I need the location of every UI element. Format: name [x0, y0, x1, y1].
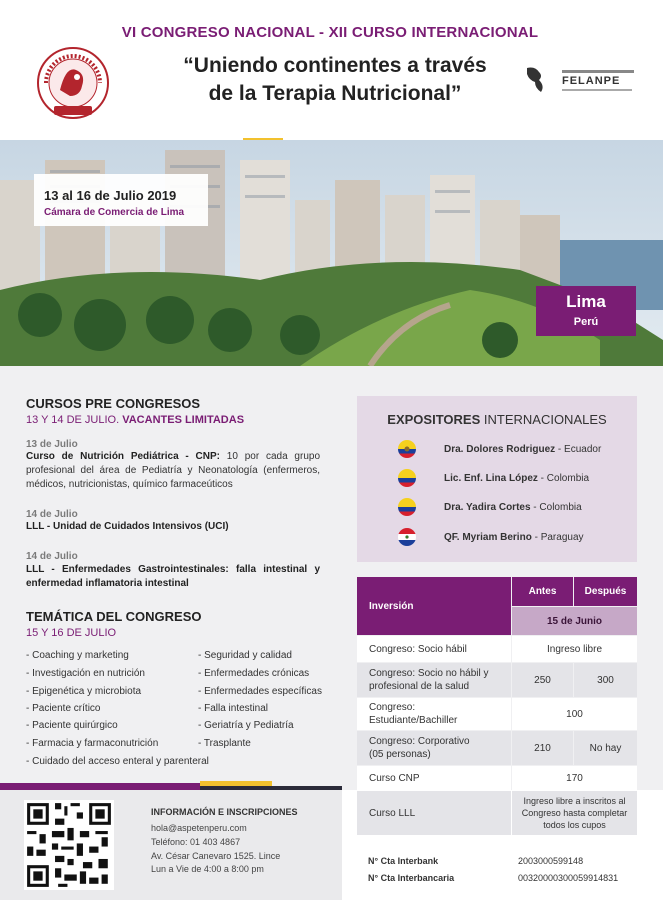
speakers-heading	[357, 412, 637, 427]
speaker-name: Lic. Enf. Lina López	[444, 473, 538, 484]
course-date: 14 de Julio	[26, 509, 78, 520]
pricing-row-value: 100	[512, 698, 637, 730]
pricing-row-before: 250	[512, 663, 573, 697]
topic-item: - Paciente crítico	[26, 703, 101, 714]
course-name: LLL - Unidad de Cuidados Intensivos (UCI)	[26, 521, 229, 532]
precourses-vacancy-note: VACANTES LIMITADAS	[122, 414, 245, 426]
pricing-row-value: Ingreso libre a inscritos al Congreso hasta completar todos los cupos	[512, 791, 637, 835]
topic-item: - Enfermedades específicas	[198, 686, 322, 697]
contact-email[interactable]: hola@aspetenperu.com	[151, 823, 247, 833]
precourses-dates: 13 Y 14 DE JULIO.	[26, 414, 120, 426]
contact-hours: Lun a Vie de 4:00 a 8:00 pm	[151, 864, 264, 874]
felanpe-subline-bar	[562, 89, 632, 91]
pricing-row-label: Congreso: Estudiante/Bachiller	[357, 698, 511, 730]
pricing-header-investment: Inversión	[357, 577, 511, 635]
pricing-row-label: Curso LLL	[357, 791, 511, 835]
speakers-heading-bold: EXPOSITORES	[387, 412, 481, 427]
speaker-country: Paraguay	[540, 532, 584, 543]
course-name: LLL - Enfermedades Gastrointestinales: falla intestinal y enfermedad inflamatoria intestinal	[26, 564, 320, 589]
felanpe-tagline-bar	[562, 70, 634, 73]
pricing-deadline: 15 de Junio	[512, 607, 637, 635]
speaker-name: Dra. Dolores Rodriguez	[444, 444, 556, 455]
qr-code-icon[interactable]	[24, 800, 114, 890]
pricing-header-before: Antes	[512, 577, 573, 606]
pricing-row-after: 300	[574, 663, 637, 697]
course-description	[26, 450, 320, 492]
topic-item: - Coaching y marketing	[26, 650, 129, 661]
congress-title	[150, 52, 520, 108]
aspeten-logo	[36, 46, 110, 120]
colombia-flag-icon	[398, 469, 416, 487]
felanpe-wordmark: FELANPE	[562, 75, 621, 87]
location-country: Perú	[573, 316, 599, 328]
account-number: 2003000599148	[518, 856, 584, 866]
colombia-flag-icon	[398, 498, 416, 516]
speaker-entry: Lic. Enf. Lina López - Colombia	[444, 473, 590, 484]
account-label: N° Cta Interbank	[368, 856, 439, 866]
topic-item: - Trasplante	[198, 738, 251, 749]
pricing-row-label: Congreso: Corporativo (05 personas)	[357, 731, 511, 765]
speaker-entry: Dra. Dolores Rodriguez - Ecuador	[444, 444, 602, 455]
flyer-header	[0, 0, 663, 140]
event-venue: Cámara de Comercia de Lima	[44, 207, 185, 218]
topic-item: - Investigación en nutrición	[26, 668, 145, 679]
title-line-2: de la Terapia Nutricional”	[208, 82, 462, 105]
course-name: Curso de Nutrición Pediátrica - CNP:	[26, 451, 220, 462]
pricing-row-label: Congreso: Socio no hábil y profesional de la salud	[357, 663, 511, 697]
course-date: 14 de Julio	[26, 551, 78, 562]
topic-item: - Geriatría y Pediatría	[198, 720, 294, 731]
topic-item: - Paciente quirúrgico	[26, 720, 118, 731]
speakers-heading-rest: INTERNACIONALES	[483, 412, 607, 427]
event-dates: 13 al 16 de Julio 2019	[44, 188, 177, 203]
speaker-country: Ecuador	[564, 444, 602, 455]
speaker-country: Colombia	[539, 502, 582, 513]
topic-item: - Farmacia y farmaconutrición	[26, 738, 159, 749]
precourses-subheading	[26, 414, 244, 426]
course-date: 13 de Julio	[26, 439, 78, 450]
account-label: N° Cta Interbancaria	[368, 873, 455, 883]
pricing-row-before: 210	[512, 731, 573, 765]
pricing-row-label: Congreso: Socio hábil	[357, 636, 511, 662]
contact-address: Av. César Canevaro 1525. Lince	[151, 851, 281, 861]
paraguay-flag-icon	[398, 528, 416, 546]
contact-phone: Teléfono: 01 403 4867	[151, 837, 241, 847]
speaker-entry: Dra. Yadira Cortes - Colombia	[444, 502, 582, 513]
pricing-row-value: Ingreso libre	[512, 636, 637, 662]
pricing-row-value: 170	[512, 766, 637, 790]
account-number: 00320000300059914831	[518, 873, 619, 883]
title-line-1: “Uniendo continentes a través	[183, 54, 487, 77]
congress-supertitle: VI CONGRESO NACIONAL - XII CURSO INTERNACIONAL	[121, 24, 539, 41]
pricing-row-label: Curso CNP	[357, 766, 511, 790]
topics-heading: TEMÁTICA DEL CONGRESO	[26, 609, 202, 624]
footer-divider-purple	[0, 783, 200, 790]
topic-item: - Seguridad y calidad	[198, 650, 292, 661]
speaker-entry: QF. Myriam Berino - Paraguay	[444, 532, 584, 543]
topic-item: - Enfermedades crónicas	[198, 668, 310, 679]
location-city: Lima	[566, 292, 606, 311]
topic-item: - Cuidado del acceso enteral y parenteral	[26, 756, 209, 767]
topics-dates: 15 Y 16 DE JULIO	[26, 627, 117, 639]
speaker-country: Colombia	[546, 473, 590, 484]
topic-item: - Falla intestinal	[198, 703, 269, 714]
topic-item: - Epigenética y microbiota	[26, 686, 142, 697]
course-detail: 10 por cada grupo profesional del área de Pediatría y Neonatología (enfermeros, médicos, nutricionistas, químico farmaceúticos	[26, 451, 321, 490]
precourses-heading: CURSOS PRE CONGRESOS	[26, 396, 201, 411]
ecuador-flag-icon	[398, 440, 416, 458]
pricing-row-after: No hay	[574, 731, 637, 765]
speaker-name: QF. Myriam Berino	[444, 532, 532, 543]
course-description	[26, 520, 320, 534]
course-description	[26, 563, 320, 591]
pricing-header-after: Después	[574, 577, 637, 606]
contact-heading: INFORMACIÓN E INSCRIPCIONES	[151, 807, 298, 817]
speaker-name: Dra. Yadira Cortes	[444, 502, 531, 513]
